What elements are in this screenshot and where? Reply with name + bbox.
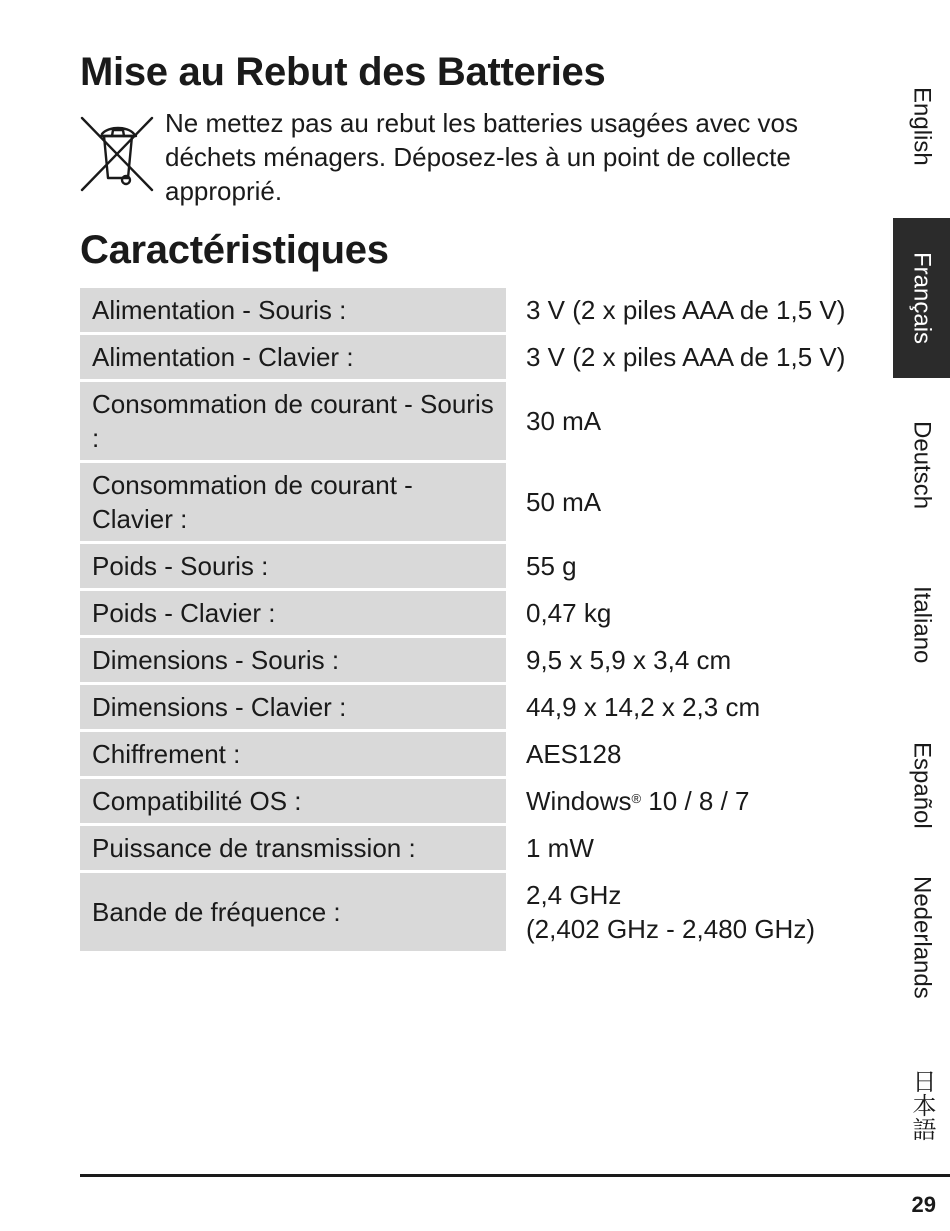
table-row xyxy=(80,381,870,462)
spec-value: 30 mA xyxy=(506,381,870,462)
tab-label: Français xyxy=(908,251,936,345)
tab-label: 日本語 xyxy=(908,1069,935,1141)
spec-label: Alimentation - Clavier : xyxy=(80,334,506,381)
specs-table xyxy=(80,288,870,954)
registered-mark: ® xyxy=(631,791,642,806)
spec-label: Dimensions - Souris : xyxy=(80,637,506,684)
tab-japanese[interactable] xyxy=(893,1040,950,1170)
tab-italiano[interactable] xyxy=(893,560,950,690)
spec-value: AES128 xyxy=(506,731,870,778)
spec-label: Poids - Clavier : xyxy=(80,590,506,637)
language-tabs xyxy=(893,0,950,1231)
tab-label: Español xyxy=(908,741,936,829)
os-versions: 10 / 8 / 7 xyxy=(641,786,750,816)
tab-nederlands[interactable] xyxy=(893,862,950,1012)
table-row xyxy=(80,684,870,731)
table-row xyxy=(80,590,870,637)
spec-label: Dimensions - Clavier : xyxy=(80,684,506,731)
spec-label: Consommation de courant - Clavier : xyxy=(80,462,506,543)
spec-label: Bande de fréquence : xyxy=(80,872,506,953)
spec-value: 55 g xyxy=(506,543,870,590)
spec-value: 2,4 GHz (2,402 GHz - 2,480 GHz) xyxy=(506,872,870,953)
table-row xyxy=(80,288,870,334)
specs-title: Caractéristiques xyxy=(80,228,389,272)
spec-value: 0,47 kg xyxy=(506,590,870,637)
spec-label: Poids - Souris : xyxy=(80,543,506,590)
disposal-notice: Ne mettez pas au rebut les batteries usagées avec vos déchets ménagers. Déposez-les à un point de collecte approprié. xyxy=(165,108,799,206)
tab-label: Italiano xyxy=(908,586,936,664)
tab-espanol[interactable] xyxy=(893,715,950,855)
table-row xyxy=(80,462,870,543)
tab-english[interactable] xyxy=(893,40,950,212)
table-row xyxy=(80,825,870,872)
tab-francais[interactable] xyxy=(893,218,950,378)
spec-value: 3 V (2 x piles AAA de 1,5 V) xyxy=(506,334,870,381)
spec-value: 9,5 x 5,9 x 3,4 cm xyxy=(506,637,870,684)
table-row xyxy=(80,778,870,825)
spec-label: Alimentation - Souris : xyxy=(80,288,506,334)
spec-label: Chiffrement : xyxy=(80,731,506,778)
table-row xyxy=(80,731,870,778)
footer-rule xyxy=(80,1174,950,1177)
table-row xyxy=(80,637,870,684)
tab-label: Deutsch xyxy=(908,420,936,510)
os-name: Windows xyxy=(526,786,632,816)
tab-deutsch[interactable] xyxy=(893,395,950,535)
spec-value xyxy=(506,778,870,825)
table-row xyxy=(80,872,870,953)
spec-value: 50 mA xyxy=(506,462,870,543)
spec-label: Compatibilité OS : xyxy=(80,778,506,825)
tab-label: English xyxy=(908,86,936,166)
spec-value: 1 mW xyxy=(506,825,870,872)
spec-value: 3 V (2 x piles AAA de 1,5 V) xyxy=(506,288,870,334)
disposal-title: Mise au Rebut des Batteries xyxy=(80,50,606,94)
table-row xyxy=(80,543,870,590)
table-row xyxy=(80,334,870,381)
page-number: 29 xyxy=(911,1192,936,1217)
spec-label: Consommation de courant - Souris : xyxy=(80,381,506,462)
crossed-bin-icon xyxy=(78,112,156,196)
tab-label: Nederlands xyxy=(908,875,936,999)
spec-label: Puissance de transmission : xyxy=(80,825,506,872)
spec-value: 44,9 x 14,2 x 2,3 cm xyxy=(506,684,870,731)
